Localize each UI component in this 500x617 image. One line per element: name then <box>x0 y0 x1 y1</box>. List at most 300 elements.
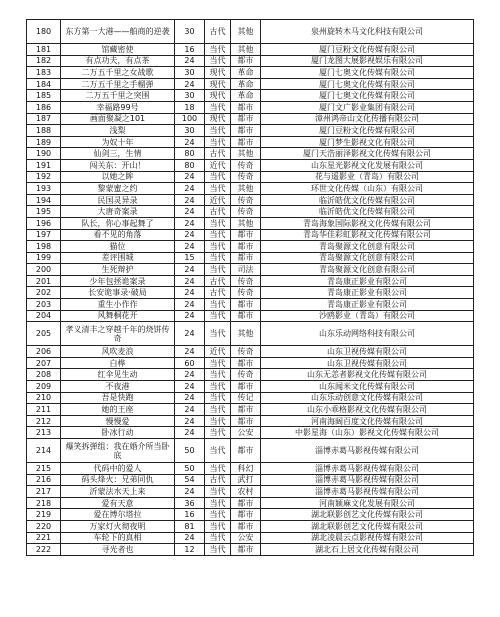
era-cell: 近代 <box>205 159 231 171</box>
era-cell: 当代 <box>205 532 231 544</box>
genre-cell: 传奇 <box>231 275 261 287</box>
company-cell: 山东乐动创意文化传媒有限公司 <box>261 392 474 404</box>
row-number-cell: 191 <box>27 159 61 171</box>
table-row <box>27 136 474 148</box>
company-cell: 青岛聚源文化创意有限公司 <box>261 264 474 276</box>
era-cell: 当代 <box>205 171 231 183</box>
genre-cell: 都市 <box>231 241 261 253</box>
episodes-cell: 30 <box>175 125 205 137</box>
era-cell: 当代 <box>205 497 231 509</box>
table-row <box>27 357 474 369</box>
company-cell: 厦门豆粉文化传媒有限公司 <box>261 44 474 56</box>
genre-cell: 传奇 <box>231 194 261 206</box>
era-cell: 当代 <box>205 520 231 532</box>
episodes-cell: 100 <box>175 113 205 125</box>
episodes-cell: 24 <box>175 194 205 206</box>
row-number-cell: 222 <box>27 544 61 556</box>
title-cell: 猫位 <box>61 241 175 253</box>
company-cell: 青岛华佳彩虹影视文化传媒有限公司 <box>261 229 474 241</box>
title-cell: 孝义清丰之穿越千年的烧饼传奇 <box>61 322 175 346</box>
episodes-cell: 24 <box>175 369 205 381</box>
company-cell: 临沂皓优文化传媒有限公司 <box>261 194 474 206</box>
company-cell: 淄博赤葛马影视传媒有限公司 <box>261 474 474 486</box>
episodes-cell: 24 <box>175 217 205 229</box>
title-cell: 馆藏密使 <box>61 44 175 56</box>
table-row <box>27 427 474 439</box>
episodes-cell: 24 <box>175 299 205 311</box>
company-cell: 中影星海（山东）影视文化传媒有限公司 <box>261 427 474 439</box>
table-row <box>27 287 474 299</box>
era-cell: 当代 <box>205 136 231 148</box>
episodes-cell: 50 <box>175 439 205 463</box>
company-cell: 山东星光影视文化发展有限公司 <box>261 159 474 171</box>
table-row <box>27 509 474 521</box>
era-cell: 当代 <box>205 381 231 393</box>
company-cell: 厦门文广影业集团有限公司 <box>261 101 474 113</box>
era-cell: 当代 <box>205 299 231 311</box>
company-cell: 漳州鸿帝山文化传播有限公司 <box>261 113 474 125</box>
table-row <box>27 404 474 416</box>
genre-cell: 传奇 <box>231 206 261 218</box>
genre-cell: 传奇 <box>231 346 261 358</box>
era-cell: 当代 <box>205 415 231 427</box>
title-cell: 代码中的爱人 <box>61 463 175 475</box>
table-row <box>27 78 474 90</box>
table-row <box>27 392 474 404</box>
episodes-cell: 24 <box>175 229 205 241</box>
title-cell: 大唐奇案录 <box>61 206 175 218</box>
row-number-cell: 200 <box>27 264 61 276</box>
era-cell: 近代 <box>205 194 231 206</box>
episodes-cell: 30 <box>175 20 205 44</box>
company-cell: 临沂皓优文化传媒有限公司 <box>261 206 474 218</box>
company-cell: 厦门七奥文化传媒有限公司 <box>261 67 474 79</box>
table-row <box>27 486 474 498</box>
era-cell: 当代 <box>205 544 231 556</box>
title-cell: 风吹麦浪 <box>61 346 175 358</box>
genre-cell: 都市 <box>231 299 261 311</box>
episodes-cell: 24 <box>175 171 205 183</box>
era-cell: 当代 <box>205 101 231 113</box>
genre-cell: 都市 <box>231 252 261 264</box>
era-cell: 当代 <box>205 509 231 521</box>
era-cell: 现代 <box>205 113 231 125</box>
genre-cell: 武打 <box>231 474 261 486</box>
row-number-cell: 220 <box>27 520 61 532</box>
title-cell: 二万五千里之手榴弹 <box>61 78 175 90</box>
era-cell: 当代 <box>205 252 231 264</box>
era-cell: 近代 <box>205 346 231 358</box>
company-cell: 山东无恙者影视文化传媒有限公司 <box>261 369 474 381</box>
record-table <box>26 19 474 556</box>
table-row <box>27 148 474 160</box>
row-number-cell: 215 <box>27 463 61 475</box>
era-cell: 当代 <box>205 439 231 463</box>
row-number-cell: 188 <box>27 125 61 137</box>
genre-cell: 传奇 <box>231 171 261 183</box>
title-cell: 差评围城 <box>61 252 175 264</box>
title-cell: 少年包拯诡案录 <box>61 275 175 287</box>
era-cell: 当代 <box>205 264 231 276</box>
genre-cell: 都市 <box>231 229 261 241</box>
row-number-cell: 210 <box>27 392 61 404</box>
row-number-cell: 185 <box>27 90 61 102</box>
episodes-cell: 24 <box>175 183 205 195</box>
row-number-cell: 202 <box>27 287 61 299</box>
genre-cell: 都市 <box>231 357 261 369</box>
title-cell: 仙剑三，生情 <box>61 148 175 160</box>
table-row <box>27 90 474 102</box>
episodes-cell: 36 <box>175 497 205 509</box>
era-cell: 当代 <box>205 322 231 346</box>
title-cell: 黎蒙蜜之约 <box>61 183 175 195</box>
era-cell: 当代 <box>205 463 231 475</box>
episodes-cell: 60 <box>175 357 205 369</box>
row-number-cell: 213 <box>27 427 61 439</box>
episodes-cell: 24 <box>175 346 205 358</box>
genre-cell: 都市 <box>231 310 261 322</box>
title-cell: 二万五千里之突围 <box>61 90 175 102</box>
company-cell: 淄博赤葛马影视传媒有限公司 <box>261 486 474 498</box>
episodes-cell: 24 <box>175 381 205 393</box>
episodes-cell: 24 <box>175 427 205 439</box>
era-cell: 当代 <box>205 183 231 195</box>
table-row <box>27 55 474 67</box>
table-row <box>27 299 474 311</box>
genre-cell: 传奇 <box>231 287 261 299</box>
table-row <box>27 439 474 463</box>
table-row <box>27 520 474 532</box>
company-cell: 山东闻米文化传媒有限公司 <box>261 381 474 393</box>
genre-cell: 都市 <box>231 404 261 416</box>
genre-cell: 其他 <box>231 322 261 346</box>
document-page <box>26 19 473 556</box>
company-cell: 青岛聚源文化创意有限公司 <box>261 241 474 253</box>
title-cell: 为奴十年 <box>61 136 175 148</box>
table-row <box>27 125 474 137</box>
row-number-cell: 184 <box>27 78 61 90</box>
episodes-cell: 24 <box>175 310 205 322</box>
row-number-cell: 196 <box>27 217 61 229</box>
title-cell: 浅梨 <box>61 125 175 137</box>
table-row <box>27 229 474 241</box>
genre-cell: 传奇 <box>231 369 261 381</box>
episodes-cell: 24 <box>175 415 205 427</box>
company-cell: 河南颖麻文化发展有限公司 <box>261 497 474 509</box>
title-cell: 爆笑拆弹组：我在婚介所当卧底 <box>61 439 175 463</box>
row-number-cell: 219 <box>27 509 61 521</box>
title-cell: 队长，你心事起舞了 <box>61 217 175 229</box>
title-cell: 爱有天意 <box>61 497 175 509</box>
company-cell: 厦门七奥文化传媒有限公司 <box>261 90 474 102</box>
era-cell: 古代 <box>205 474 231 486</box>
genre-cell: 革命 <box>231 67 261 79</box>
table-row <box>27 264 474 276</box>
era-cell: 当代 <box>205 217 231 229</box>
row-number-cell: 182 <box>27 55 61 67</box>
episodes-cell: 15 <box>175 252 205 264</box>
era-cell: 当代 <box>205 241 231 253</box>
company-cell: 青岛聚源文化创意有限公司 <box>261 252 474 264</box>
row-number-cell: 216 <box>27 474 61 486</box>
episodes-cell: 24 <box>175 532 205 544</box>
episodes-cell: 24 <box>175 136 205 148</box>
company-cell: 青岛海象国际影视文化传媒有限公司 <box>261 217 474 229</box>
era-cell: 当代 <box>205 369 231 381</box>
table-row <box>27 171 474 183</box>
episodes-cell: 80 <box>175 148 205 160</box>
table-row <box>27 101 474 113</box>
era-cell: 当代 <box>205 125 231 137</box>
title-cell: 幸福路99号 <box>61 101 175 113</box>
genre-cell: 都市 <box>231 136 261 148</box>
title-cell: 闯关东：开山！ <box>61 159 175 171</box>
episodes-cell: 24 <box>175 404 205 416</box>
era-cell: 古代 <box>205 148 231 160</box>
genre-cell: 司法 <box>231 264 261 276</box>
title-cell: 不夜港 <box>61 381 175 393</box>
company-cell: 山东卫视传媒有限公司 <box>261 346 474 358</box>
era-cell: 当代 <box>205 229 231 241</box>
table-row <box>27 159 474 171</box>
era-cell: 当代 <box>205 404 231 416</box>
title-cell: 生死辩护 <box>61 264 175 276</box>
title-cell: 爱在博尔塔拉 <box>61 509 175 521</box>
table-row <box>27 67 474 79</box>
title-cell: 有点功夫，有点茶 <box>61 55 175 67</box>
genre-cell: 都市 <box>231 125 261 137</box>
episodes-cell: 24 <box>175 287 205 299</box>
title-cell: 白桦 <box>61 357 175 369</box>
company-cell: 厦门天浩丽泽影视文化传媒有限公司 <box>261 148 474 160</box>
company-cell: 淄博赤葛马影视传媒有限公司 <box>261 439 474 463</box>
row-number-cell: 217 <box>27 486 61 498</box>
genre-cell: 都市 <box>231 497 261 509</box>
table-row <box>27 474 474 486</box>
episodes-cell: 30 <box>175 90 205 102</box>
genre-cell: 农村 <box>231 486 261 498</box>
genre-cell: 都市 <box>231 55 261 67</box>
table-row <box>27 497 474 509</box>
row-number-cell: 205 <box>27 322 61 346</box>
row-number-cell: 181 <box>27 44 61 56</box>
row-number-cell: 212 <box>27 415 61 427</box>
episodes-cell: 24 <box>175 78 205 90</box>
table-row <box>27 415 474 427</box>
row-number-cell: 189 <box>27 136 61 148</box>
era-cell: 当代 <box>205 427 231 439</box>
row-number-cell: 186 <box>27 101 61 113</box>
genre-cell: 其他 <box>231 183 261 195</box>
row-number-cell: 198 <box>27 241 61 253</box>
title-cell: 长安诡事录·破局 <box>61 287 175 299</box>
era-cell: 现代 <box>205 67 231 79</box>
title-cell: 画面聚凝之101 <box>61 113 175 125</box>
row-number-cell: 190 <box>27 148 61 160</box>
row-number-cell: 218 <box>27 497 61 509</box>
title-cell: 她的王座 <box>61 404 175 416</box>
genre-cell: 其他 <box>231 20 261 44</box>
company-cell: 山东卫视传媒有限公司 <box>261 357 474 369</box>
row-number-cell: 206 <box>27 346 61 358</box>
era-cell: 古代 <box>205 20 231 44</box>
era-cell: 现代 <box>205 90 231 102</box>
table-row <box>27 369 474 381</box>
episodes-cell: 24 <box>175 275 205 287</box>
row-number-cell: 194 <box>27 194 61 206</box>
title-cell: 寻光者也 <box>61 544 175 556</box>
table-row <box>27 275 474 287</box>
title-cell: 慢慢爱 <box>61 415 175 427</box>
episodes-cell: 81 <box>175 520 205 532</box>
row-number-cell: 208 <box>27 369 61 381</box>
genre-cell: 其他 <box>231 217 261 229</box>
genre-cell: 都市 <box>231 544 261 556</box>
company-cell: 厦门豆粉文化传媒有限公司 <box>261 125 474 137</box>
genre-cell: 都市 <box>231 520 261 532</box>
era-cell: 古代 <box>205 206 231 218</box>
episodes-cell: 24 <box>175 264 205 276</box>
table-row <box>27 183 474 195</box>
era-cell: 当代 <box>205 486 231 498</box>
era-cell: 当代 <box>205 357 231 369</box>
title-cell: 二万五千里之女战歌 <box>61 67 175 79</box>
company-cell: 青岛康正影业有限公司 <box>261 287 474 299</box>
table-row <box>27 346 474 358</box>
era-cell: 当代 <box>205 310 231 322</box>
genre-cell: 都市 <box>231 113 261 125</box>
genre-cell: 传记 <box>231 392 261 404</box>
episodes-cell: 16 <box>175 44 205 56</box>
era-cell: 古代 <box>205 287 231 299</box>
company-cell: 河南海阔百度文化传媒有限公司 <box>261 415 474 427</box>
episodes-cell: 16 <box>175 509 205 521</box>
era-cell: 当代 <box>205 392 231 404</box>
company-cell: 厦门龙图大展影视娱乐有限公司 <box>261 55 474 67</box>
company-cell: 青岛康正影业有限公司 <box>261 299 474 311</box>
table-row <box>27 113 474 125</box>
episodes-cell: 24 <box>175 55 205 67</box>
company-cell: 厦门梦生影视文化有限公司 <box>261 136 474 148</box>
company-cell: 湖北联影创艺文化传媒有限公司 <box>261 520 474 532</box>
genre-cell: 公安 <box>231 427 261 439</box>
episodes-cell: 24 <box>175 392 205 404</box>
title-cell: 万家灯火彻夜明 <box>61 520 175 532</box>
company-cell: 湖北联影创艺文化传媒有限公司 <box>261 509 474 521</box>
genre-cell: 都市 <box>231 509 261 521</box>
table-row <box>27 381 474 393</box>
title-cell: 风舞桐花开 <box>61 310 175 322</box>
genre-cell: 公安 <box>231 532 261 544</box>
row-number-cell: 214 <box>27 439 61 463</box>
table-row <box>27 241 474 253</box>
episodes-cell: 12 <box>175 544 205 556</box>
episodes-cell: 24 <box>175 322 205 346</box>
row-number-cell: 207 <box>27 357 61 369</box>
company-cell: 沙鸥影业（青岛）有限公司 <box>261 310 474 322</box>
table-row <box>27 206 474 218</box>
episodes-cell: 54 <box>175 474 205 486</box>
table-row <box>27 322 474 346</box>
genre-cell: 其他 <box>231 148 261 160</box>
company-cell: 青岛康正影业有限公司 <box>261 275 474 287</box>
era-cell: 古代 <box>205 275 231 287</box>
episodes-cell: 24 <box>175 241 205 253</box>
title-cell: 以她之眸 <box>61 171 175 183</box>
title-cell: 看不见的角落 <box>61 229 175 241</box>
row-number-cell: 221 <box>27 532 61 544</box>
table-row <box>27 252 474 264</box>
row-number-cell: 211 <box>27 404 61 416</box>
genre-cell: 都市 <box>231 381 261 393</box>
company-cell: 山东小乖格影视文化传媒有限公司 <box>261 404 474 416</box>
episodes-cell: 24 <box>175 206 205 218</box>
era-cell: 现代 <box>205 78 231 90</box>
genre-cell: 其他 <box>231 44 261 56</box>
table-row <box>27 544 474 556</box>
genre-cell: 都市 <box>231 415 261 427</box>
table-row <box>27 532 474 544</box>
title-cell: 民国灵异录 <box>61 194 175 206</box>
row-number-cell: 209 <box>27 381 61 393</box>
genre-cell: 都市 <box>231 439 261 463</box>
row-number-cell: 203 <box>27 299 61 311</box>
episodes-cell: 80 <box>175 159 205 171</box>
genre-cell: 科幻 <box>231 463 261 475</box>
company-cell: 淄博赤葛马影视传媒有限公司 <box>261 463 474 475</box>
title-cell: 吾是快跑 <box>61 392 175 404</box>
company-cell: 厦门七奥文化传媒有限公司 <box>261 78 474 90</box>
genre-cell: 革命 <box>231 78 261 90</box>
episodes-cell: 24 <box>175 486 205 498</box>
row-number-cell: 195 <box>27 206 61 218</box>
title-cell: 红伞见生动 <box>61 369 175 381</box>
title-cell: 卧冰行动 <box>61 427 175 439</box>
row-number-cell: 187 <box>27 113 61 125</box>
title-cell: 码头烽火：兄弟同仇 <box>61 474 175 486</box>
table-row <box>27 310 474 322</box>
title-cell: 东方第一大港——舶商的逆袭 <box>61 20 175 44</box>
table-row <box>27 194 474 206</box>
company-cell: 泉州旋转木马文化科技有限公司 <box>261 20 474 44</box>
genre-cell: 革命 <box>231 90 261 102</box>
row-number-cell: 180 <box>27 20 61 44</box>
genre-cell: 传奇 <box>231 159 261 171</box>
era-cell: 当代 <box>205 44 231 56</box>
row-number-cell: 204 <box>27 310 61 322</box>
company-cell: 湖北石上居文化传媒有限公司 <box>261 544 474 556</box>
company-cell: 花与遥影业（青岛）有限公司 <box>261 171 474 183</box>
episodes-cell: 18 <box>175 101 205 113</box>
title-cell: 重生小作作 <box>61 299 175 311</box>
table-row <box>27 44 474 56</box>
genre-cell: 都市 <box>231 101 261 113</box>
row-number-cell: 193 <box>27 183 61 195</box>
company-cell: 环世文化传媒（山东）有限公司 <box>261 183 474 195</box>
table-row <box>27 20 474 44</box>
episodes-cell: 50 <box>175 463 205 475</box>
title-cell: 车轮下的真相 <box>61 532 175 544</box>
table-row <box>27 217 474 229</box>
company-cell: 湖北凌晨云点影视传媒有限公司 <box>261 532 474 544</box>
episodes-cell: 30 <box>175 67 205 79</box>
row-number-cell: 197 <box>27 229 61 241</box>
company-cell: 山东乐动网络科技有限公司 <box>261 322 474 346</box>
row-number-cell: 192 <box>27 171 61 183</box>
title-cell: 沂蒙法水天上来 <box>61 486 175 498</box>
era-cell: 当代 <box>205 55 231 67</box>
row-number-cell: 183 <box>27 67 61 79</box>
